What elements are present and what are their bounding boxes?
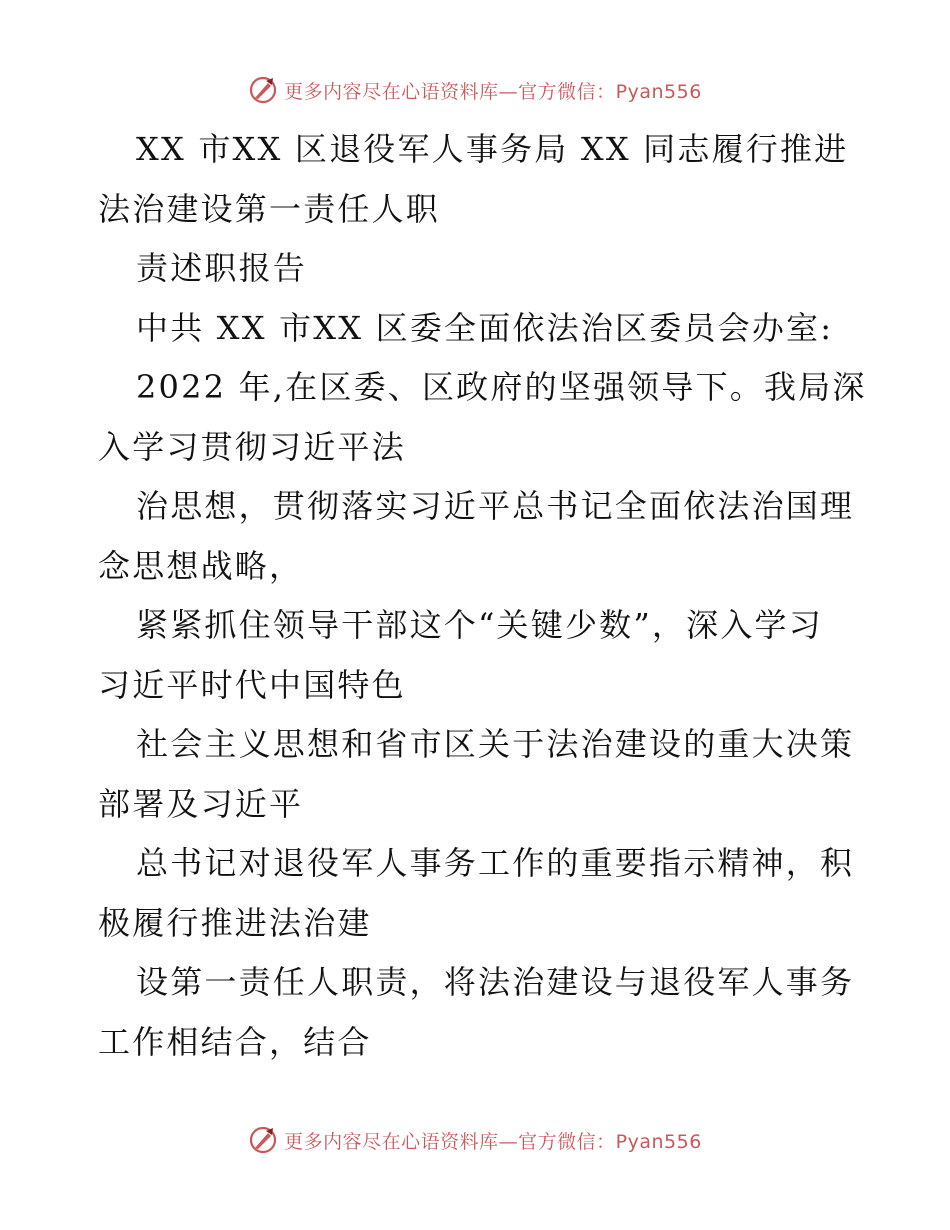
paragraph-line: 极履行推进法治建	[98, 903, 372, 942]
paragraph-line: 习近平时代中国特色	[98, 665, 406, 704]
header-banner-handle: Pyan556	[615, 80, 702, 103]
paragraph-line: 社会主义思想和省市区关于法治建设的重大决策	[136, 725, 855, 763]
quill-logo-icon	[248, 1125, 278, 1155]
header-banner	[0, 72, 950, 108]
quill-logo-icon	[248, 75, 278, 105]
paragraph-line: 设第一责任人职责，将法治建设与退役军人事务	[136, 963, 855, 1001]
footer-banner	[0, 1122, 950, 1158]
document-body	[98, 120, 867, 1072]
title-line-2: 法治建设第一责任人职	[98, 189, 441, 228]
title-line-3: 责述职报告	[136, 249, 308, 287]
addressee-line: 中共 XX 市XX 区委全面依法治区委员会办室:	[136, 308, 834, 347]
paragraph-line: 2022 年,在区委、区政府的坚强领导下。我局深	[136, 368, 867, 406]
paragraph-line: 工作相结合，结合	[98, 1022, 372, 1061]
title-line-1: XX 市XX 区退役军人事务局 XX 同志履行推进	[136, 130, 849, 168]
footer-banner-handle: Pyan556	[615, 1130, 702, 1153]
footer-banner-text: 更多内容尽在心语资料库—官方微信：Pyan556	[284, 1130, 702, 1153]
paragraph-line: 入学习贯彻习近平法	[98, 427, 406, 466]
paragraph-line: 总书记对退役军人事务工作的重要指示精神，积	[136, 844, 855, 882]
paragraph-line: 部署及习近平	[98, 784, 304, 823]
paragraph-line: 紧紧抓住领导干部这个“关键少数”，深入学习	[136, 606, 823, 644]
header-banner-text: 更多内容尽在心语资料库—官方微信：Pyan556	[284, 80, 702, 103]
paragraph-line: 念思想战略，	[98, 546, 304, 585]
paragraph-line: 治思想，贯彻落实习近平总书记全面依法治国理	[136, 487, 855, 525]
